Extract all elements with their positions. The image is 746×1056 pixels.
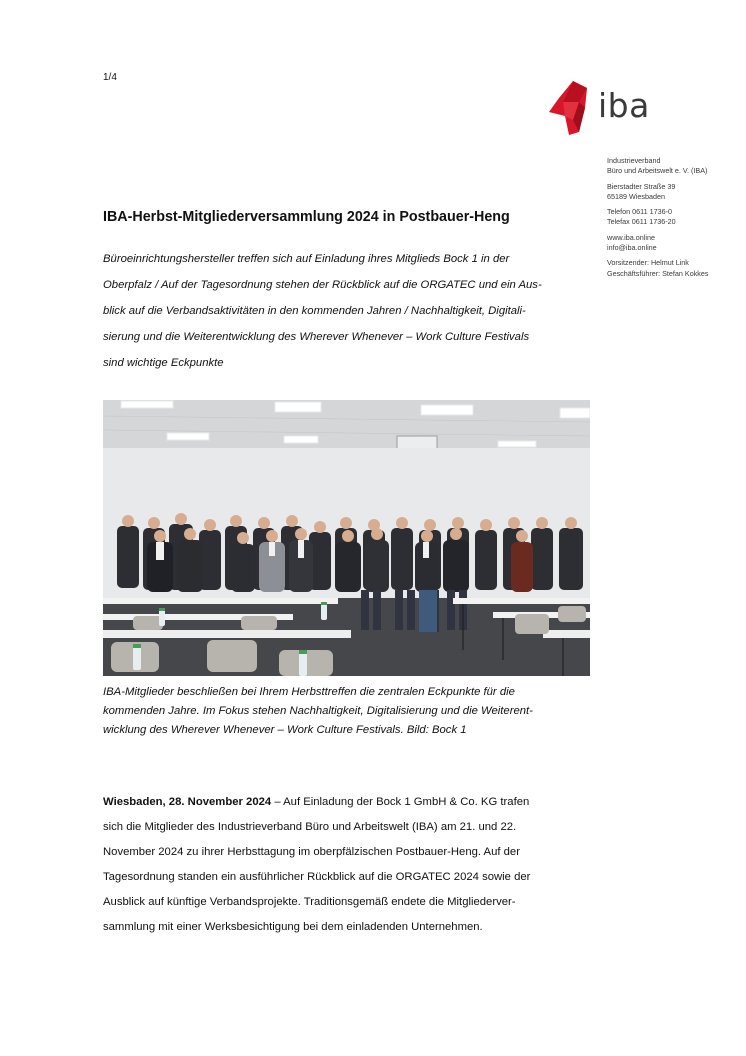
address-line: 65189 Wiesbaden: [607, 191, 665, 201]
page-number: 1/4: [103, 72, 117, 83]
lead-line: Büroeinrichtungshersteller treffen sich auf Einladung ihres Mitglieds Bock 1 in der: [103, 253, 510, 265]
letterhead-contact: [607, 156, 742, 284]
caption-line: IBA-Mitglieder beschließen bei Ihrem Herbsttreffen die zentralen Eckpunkte für die: [103, 686, 515, 698]
caption-line: kommenden Jahre. Im Fokus stehen Nachhaltigkeit, Digitalisierung und die Weiterent-: [103, 705, 533, 717]
lead-line: Oberpfalz / Auf der Tagesordnung stehen der Rückblick auf die ORGATEC und ein Aus-: [103, 279, 542, 291]
logo-wordmark: iba: [598, 86, 650, 125]
group-photo: [103, 400, 590, 676]
website-link[interactable]: www.iba.online: [607, 232, 655, 242]
lead-line: sierung und die Weiterentwicklung des Wherever Whenever – Work Culture Festivals: [103, 331, 530, 343]
iba-logo: [549, 80, 649, 136]
org-line: Industrieverband: [607, 156, 661, 165]
address-block: [607, 182, 742, 203]
org-block: [607, 156, 742, 177]
phone-line: Telefon 0611 1736-0: [607, 207, 673, 217]
iba-logo-mark-icon: [549, 80, 593, 136]
body-line: November 2024 zu ihrer Herbsttagung im oberpfälzischen Postbauer-Heng. Auf der: [103, 846, 520, 858]
lead-line: sind wichtige Eckpunkte: [103, 357, 224, 369]
body-line: Tagesordnung standen ein ausführlicher Rückblick auf die ORGATEC 2024 sowie der: [103, 871, 531, 883]
email-link[interactable]: info@iba.online: [607, 243, 657, 253]
lead-paragraph: [103, 246, 593, 376]
photo-caption: [103, 683, 598, 740]
page-title: IBA-Herbst-Mitgliederversammlung 2024 in Postbauer-Heng: [103, 209, 510, 225]
body-line: Ausblick auf künftige Verbandsprojekte. Traditionsgemäß endete die Mitgliederver-: [103, 896, 516, 908]
body-line-first: [103, 790, 598, 815]
dateline: Wiesbaden, 28. November 2024: [103, 796, 272, 808]
body-line: sammlung mit einer Werksbesichtigung bei dem einladenden Unternehmen.: [103, 921, 483, 933]
fax-line: Telefax 0611 1736-20: [607, 217, 676, 227]
chairman-line: Vorsitzender: Helmut Link: [607, 258, 689, 268]
caption-line: wicklung des Wherever Whenever – Work Culture Festivals. Bild: Bock 1: [103, 724, 467, 736]
address-line: Bierstadter Straße 39: [607, 181, 676, 191]
body-text: – Auf Einladung der Bock 1 GmbH & Co. KG trafen: [271, 796, 530, 808]
body-paragraph: [103, 790, 598, 940]
org-line: Büro und Arbeitswelt e. V. (IBA): [607, 166, 708, 176]
people-block: [607, 258, 742, 279]
body-line: sich die Mitglieder des Industrieverband Büro und Arbeitswelt (IBA) am 21. und 22.: [103, 821, 517, 833]
managing-director-line: Geschäftsführer: Stefan Kokkes: [607, 268, 709, 278]
web-block: [607, 233, 742, 254]
phone-block: [607, 207, 742, 228]
lead-line: blick auf die Verbandsaktivitäten in den kommenden Jahren / Nachhaltigkeit, Digitali-: [103, 305, 526, 317]
